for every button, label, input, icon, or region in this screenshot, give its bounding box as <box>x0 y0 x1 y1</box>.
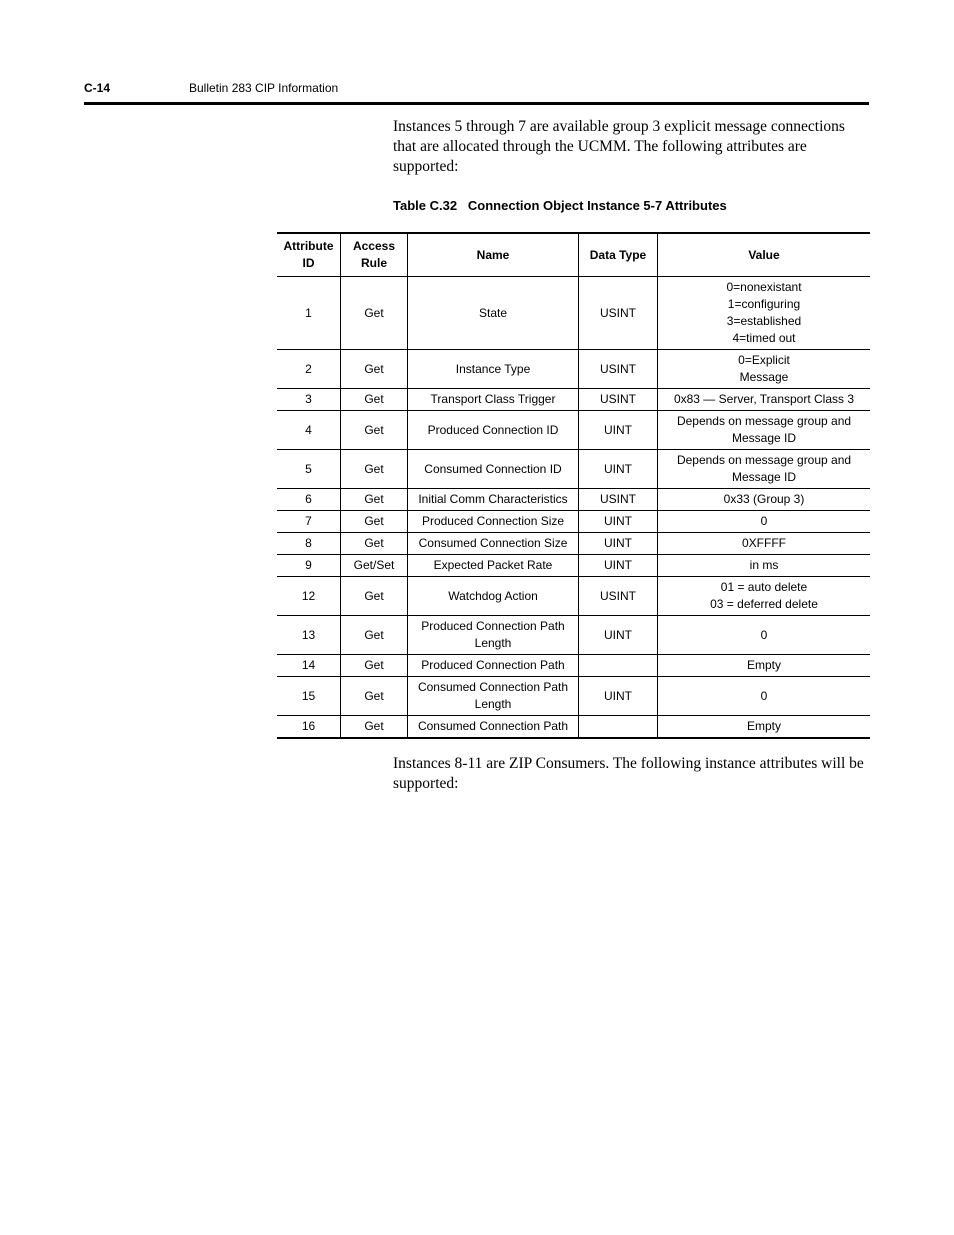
cell-value <box>658 555 871 577</box>
cell-access-rule: Get <box>341 577 408 616</box>
cell-name <box>408 489 579 511</box>
cell-name-line: Expected Packet Rate <box>433 558 553 572</box>
cell-name <box>408 389 579 411</box>
cell-name <box>408 716 579 739</box>
cell-name-line: Produced Connection Path <box>421 658 565 672</box>
header-rule <box>84 102 869 105</box>
cell-name-line: Consumed Connection Path <box>417 680 569 694</box>
cell-access-rule: Get <box>341 716 408 739</box>
cell-value <box>658 655 871 677</box>
cell-access-rule: Get <box>341 450 408 489</box>
cell-access-rule: Get <box>341 533 408 555</box>
cell-value-line: 3=established <box>726 314 802 328</box>
cell-data-type: UINT <box>579 555 658 577</box>
page-header <box>84 80 869 100</box>
cell-access-rule: Get <box>341 350 408 389</box>
cell-value <box>658 389 871 411</box>
column-header-data-type: Data Type <box>579 233 658 277</box>
cell-name-line: Consumed Connection Size <box>418 536 568 550</box>
cell-attribute-id: 1 <box>277 277 341 350</box>
closing-paragraph: Instances 8-11 are ZIP Consumers. The following instance attributes will be supported: <box>393 755 864 792</box>
table-row <box>277 277 870 350</box>
column-header-access-rule: Access Rule <box>341 233 408 277</box>
table-body <box>277 277 870 739</box>
cell-value <box>658 350 871 389</box>
table-row <box>277 577 870 616</box>
cell-name-line: Produced Connection Size <box>421 514 565 528</box>
cell-attribute-id: 15 <box>277 677 341 716</box>
cell-name <box>408 677 579 716</box>
cell-value-line: 4=timed out <box>732 331 796 345</box>
cell-name-line: Produced Connection Path <box>421 619 565 633</box>
cell-name <box>408 450 579 489</box>
column-header-attribute-id: Attribute ID <box>277 233 341 277</box>
page-number: C-14 <box>84 81 111 95</box>
table-row <box>277 450 870 489</box>
cell-value-line: Empty <box>746 658 781 672</box>
cell-data-type: USINT <box>579 489 658 511</box>
cell-access-rule: Get/Set <box>341 555 408 577</box>
cell-attribute-id: 3 <box>277 389 341 411</box>
table-row <box>277 489 870 511</box>
cell-value-line: 0x33 (Group 3) <box>723 492 805 506</box>
cell-value <box>658 489 871 511</box>
cell-name-line: State <box>478 305 508 320</box>
cell-value <box>658 511 871 533</box>
cell-attribute-id: 12 <box>277 577 341 616</box>
table-row <box>277 350 870 389</box>
cell-name-line: Initial Comm Characteristics <box>418 492 568 506</box>
cell-data-type: UINT <box>579 533 658 555</box>
table-row <box>277 389 870 411</box>
cell-value-line: 0x83 — Server, Transport Class 3 <box>673 392 855 406</box>
cell-name <box>408 350 579 389</box>
cell-name <box>408 277 579 350</box>
cell-value <box>658 450 871 489</box>
cell-value-line: 0XFFFF <box>742 536 786 550</box>
cell-value-line: Message ID <box>731 431 797 445</box>
cell-access-rule: Get <box>341 511 408 533</box>
cell-attribute-id: 8 <box>277 533 341 555</box>
cell-name <box>408 655 579 677</box>
cell-data-type: USINT <box>579 389 658 411</box>
cell-data-type <box>579 716 658 739</box>
table-row <box>277 677 870 716</box>
cell-attribute-id: 16 <box>277 716 341 739</box>
cell-access-rule: Get <box>341 389 408 411</box>
cell-name-line: Consumed Connection Path <box>417 719 569 733</box>
cell-attribute-id: 13 <box>277 616 341 655</box>
cell-value-line: 01 = auto delete <box>720 580 808 594</box>
table-row <box>277 616 870 655</box>
cell-value-line: 0 <box>760 688 768 703</box>
cell-name <box>408 555 579 577</box>
cell-data-type: UINT <box>579 616 658 655</box>
cell-attribute-id: 4 <box>277 411 341 450</box>
cell-access-rule: Get <box>341 677 408 716</box>
cell-value-line: 0 <box>760 514 768 528</box>
cell-data-type: USINT <box>579 277 658 350</box>
cell-data-type: UINT <box>579 450 658 489</box>
cell-attribute-id: 9 <box>277 555 341 577</box>
cell-name-line: Produced Connection ID <box>427 422 559 437</box>
cell-value-line: Message <box>739 370 789 384</box>
cell-access-rule: Get <box>341 655 408 677</box>
cell-name-line: Consumed Connection ID <box>424 461 562 476</box>
cell-value-line: 0=Explicit <box>738 353 790 367</box>
cell-value <box>658 411 871 450</box>
cell-value-line: Message ID <box>731 470 797 484</box>
cell-value-line: in ms <box>749 558 779 572</box>
table-caption: Table C.32 Connection Object Instance 5-7 Attributes <box>393 198 727 213</box>
cell-attribute-id: 7 <box>277 511 341 533</box>
table-row <box>277 533 870 555</box>
cell-attribute-id: 5 <box>277 450 341 489</box>
cell-value-line: Empty <box>746 719 781 733</box>
document-title: Bulletin 283 CIP Information <box>189 81 339 95</box>
cell-access-rule: Get <box>341 411 408 450</box>
table-row <box>277 511 870 533</box>
column-header-name: Name <box>408 233 579 277</box>
cell-value <box>658 677 871 716</box>
cell-value-line: 0 <box>760 627 768 642</box>
cell-value <box>658 277 871 350</box>
table-header-row <box>277 233 870 277</box>
attributes-table <box>277 232 870 739</box>
table-row <box>277 655 870 677</box>
table-row <box>277 555 870 577</box>
cell-name <box>408 511 579 533</box>
cell-attribute-id: 14 <box>277 655 341 677</box>
cell-value-line: Depends on message group and <box>676 453 852 467</box>
cell-name <box>408 411 579 450</box>
cell-value-line: Depends on message group and <box>676 414 852 428</box>
table-row <box>277 716 870 739</box>
cell-value-line: 0=nonexistant <box>726 280 802 294</box>
cell-data-type: USINT <box>579 350 658 389</box>
cell-data-type <box>579 655 658 677</box>
table-row <box>277 411 870 450</box>
cell-data-type: USINT <box>579 577 658 616</box>
cell-name-line: Instance Type <box>455 361 531 376</box>
cell-access-rule: Get <box>341 489 408 511</box>
cell-data-type: UINT <box>579 411 658 450</box>
cell-name-line: Watchdog Action <box>448 588 538 603</box>
cell-name <box>408 577 579 616</box>
cell-attribute-id: 6 <box>277 489 341 511</box>
cell-value <box>658 716 871 739</box>
cell-value-line: 1=configuring <box>727 297 801 311</box>
cell-value <box>658 533 871 555</box>
cell-data-type: UINT <box>579 677 658 716</box>
intro-paragraph: Instances 5 through 7 are available group 3 explicit message connections that are allocated through the UCMM. The following attributes are supported: <box>393 118 845 175</box>
cell-value <box>658 577 871 616</box>
cell-data-type: UINT <box>579 511 658 533</box>
cell-name <box>408 616 579 655</box>
cell-value-line: 03 = deferred delete <box>710 597 818 611</box>
cell-attribute-id: 2 <box>277 350 341 389</box>
column-header-value: Value <box>658 233 871 277</box>
cell-value <box>658 616 871 655</box>
cell-name-line: Length <box>474 636 512 650</box>
cell-name <box>408 533 579 555</box>
cell-access-rule: Get <box>341 277 408 350</box>
cell-name-line: Length <box>474 697 512 711</box>
cell-name-line: Transport Class Trigger <box>430 392 556 406</box>
cell-access-rule: Get <box>341 616 408 655</box>
